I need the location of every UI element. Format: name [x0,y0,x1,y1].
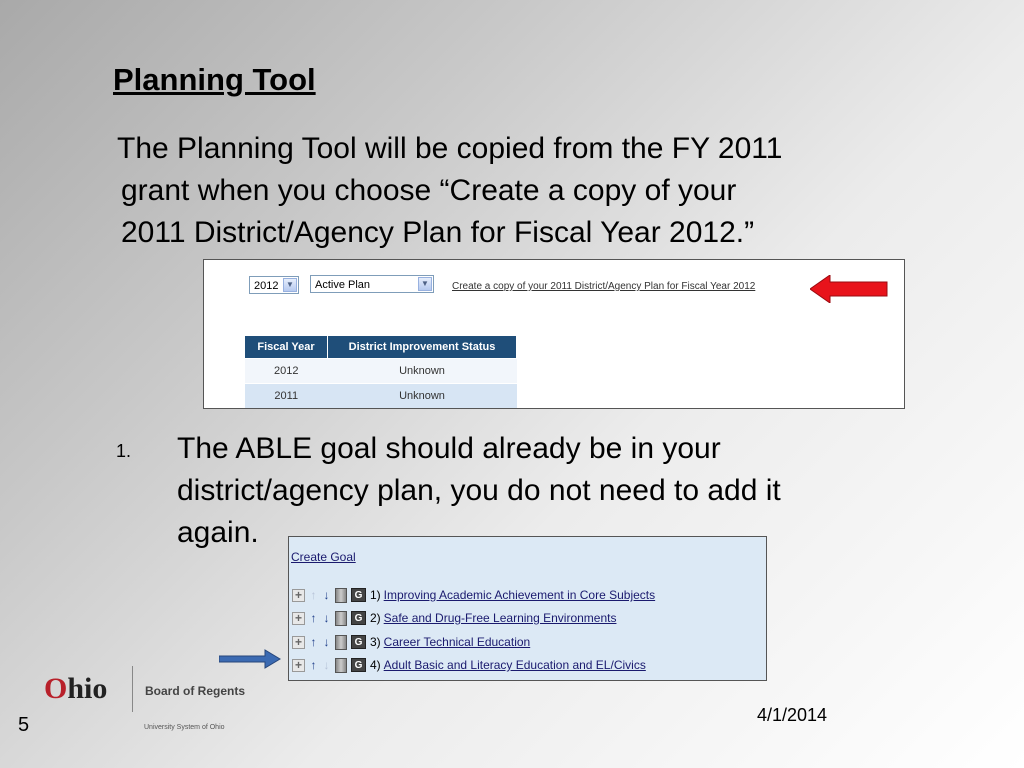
list-item-line: again. [177,516,259,549]
plan-select[interactable] [310,275,434,293]
intro-line: 2011 District/Agency Plan for Fiscal Year 2012.” [121,216,755,249]
intro-line: grant when you choose “Create a copy of your [121,174,737,207]
logo-o: O [44,672,68,705]
intro-paragraph [117,128,957,254]
goal-number: 4) [370,658,381,672]
logo-divider [132,666,133,712]
slide-date: 4/1/2014 [757,705,828,725]
list-item-line: The ABLE goal should already be in your [177,432,721,465]
slide-number: 5 [18,714,30,736]
logo-tagline: University System of Ohio [144,724,225,731]
g-button[interactable]: G [351,635,366,649]
table-header: District Improvement Status [328,336,517,359]
goal-row [292,609,616,627]
trash-icon[interactable] [335,635,347,650]
goal-row [292,656,646,674]
list-number: 1. [116,441,132,461]
goal-row [292,633,530,651]
g-button[interactable]: G [351,611,366,625]
table-cell: 2012 [245,359,328,384]
red-arrow-icon [810,275,888,303]
slide-title: Planning Tool [113,62,316,97]
move-up-icon[interactable]: ↑ [310,611,317,625]
move-down-icon[interactable]: ↓ [323,611,330,625]
move-up-icon[interactable]: ↑ [310,658,317,672]
intro-line: The Planning Tool will be copied from the FY 2011 [117,132,783,165]
goal-number: 2) [370,611,381,625]
fiscal-year-table [245,336,517,408]
fiscal-year-select-value: 2012 [254,280,279,292]
goal-link[interactable]: Safe and Drug-Free Learning Environments [383,611,617,625]
table-cell: Unknown [328,384,517,409]
goal-row [292,586,655,604]
fiscal-year-select[interactable] [249,276,299,294]
move-up-icon: ↑ [310,588,317,602]
dropdown-arrow-icon[interactable]: ▼ [283,278,297,292]
dropdown-arrow-icon[interactable]: ▼ [418,277,432,291]
expand-icon[interactable]: + [292,589,305,602]
expand-icon[interactable]: + [292,612,305,625]
move-down-icon[interactable]: ↓ [323,635,330,649]
g-button[interactable]: G [351,588,366,602]
table-cell: Unknown [328,359,517,384]
trash-icon[interactable] [335,588,347,603]
create-goal-link[interactable]: Create Goal [291,550,356,564]
table-row [245,359,517,384]
goal-link[interactable]: Adult Basic and Literacy Education and EL/Civics [383,658,646,672]
list-item-line: district/agency plan, you do not need to add it [177,474,781,507]
planning-tool-screenshot [203,259,905,409]
table-header: Fiscal Year [245,336,328,359]
goal-link[interactable]: Career Technical Education [383,635,531,649]
move-down-icon: ↓ [323,658,330,672]
logo-hio: hio [67,672,108,705]
expand-icon[interactable]: + [292,659,305,672]
trash-icon[interactable] [335,658,347,673]
g-button[interactable]: G [351,658,366,672]
table-row [245,384,517,409]
expand-icon[interactable]: + [292,636,305,649]
logo-org-name: Board of Regents [145,684,246,698]
goal-number: 3) [370,635,381,649]
create-copy-link[interactable]: Create a copy of your 2011 District/Agency Plan for Fiscal Year 2012 [452,281,756,292]
goal-number: 1) [370,588,381,602]
blue-arrow-icon [219,649,281,669]
move-up-icon[interactable]: ↑ [310,635,317,649]
goals-screenshot [288,536,767,681]
logo-wordmark [44,672,107,706]
goal-link[interactable]: Improving Academic Achievement in Core Subjects [383,588,656,602]
move-down-icon[interactable]: ↓ [323,588,330,602]
table-cell: 2011 [245,384,328,409]
trash-icon[interactable] [335,611,347,626]
plan-select-value: Active Plan [315,279,371,291]
